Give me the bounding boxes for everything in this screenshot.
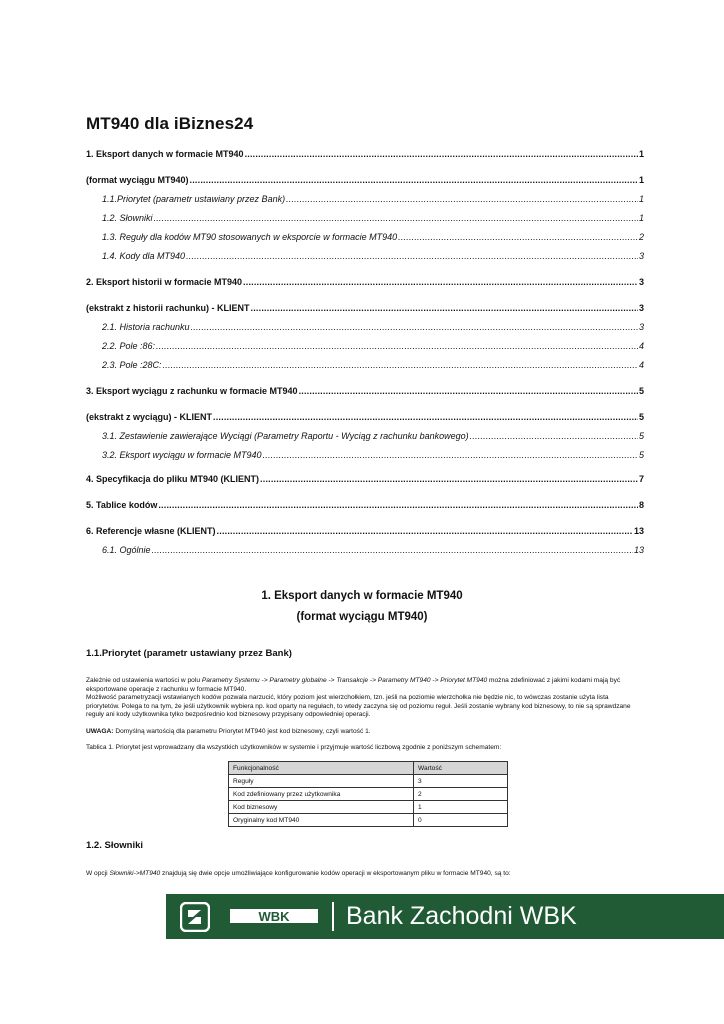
wbk-wordmark-text: WBK <box>258 909 290 924</box>
note-label: UWAGA: <box>86 728 114 735</box>
toc-entry[interactable] <box>86 321 644 333</box>
toc-entry-page: 4 <box>638 360 644 370</box>
table-caption: Tablica 1. Priorytet jest wprowadzany dla wszystkich użytkowników w systemie i przyjmuje wartość liczbową zgodnie z poniższym schematem: <box>86 744 502 751</box>
dictionaries-cont: znajdują się dwie opcje umożliwiające konfigurowanie kodów operacji w eksportowanym pliku w formacie MT940, są to: <box>160 870 511 877</box>
table-cell: Kod biznesowy <box>229 801 414 814</box>
toc-entry-title: 5. Tablice kodów <box>86 500 158 510</box>
toc-leader-dots <box>190 174 638 186</box>
dictionaries-path: Słowniki->MT940 <box>109 870 161 877</box>
toc-entry-page: 8 <box>638 500 644 510</box>
toc-leader-dots <box>470 430 638 442</box>
toc-entry-page: 1 <box>638 149 644 159</box>
table-cell: 0 <box>414 814 508 827</box>
toc-leader-dots <box>217 525 633 537</box>
toc-entry-page: 2 <box>638 232 644 242</box>
table-row <box>229 788 508 801</box>
toc-entry-title: (format wyciągu MT940) <box>86 175 189 185</box>
table-cell: Kod zdefiniowany przez użytkownika <box>229 788 414 801</box>
toc-entry[interactable] <box>86 359 644 371</box>
toc-entry-title: 2.1. Historia rachunku <box>102 322 190 332</box>
toc-entry-title: 6. Referencje własne (KLIENT) <box>86 526 216 536</box>
table-row <box>229 814 508 827</box>
toc-entry-title: 1.3. Reguły dla kodów MT90 stosowanych w eksporcie w formacie MT940 <box>102 232 398 242</box>
toc-leader-dots <box>245 148 638 160</box>
toc-entry[interactable] <box>86 231 644 243</box>
priority-table <box>228 761 508 827</box>
table-cell: 2 <box>414 788 508 801</box>
toc-entry-page: 5 <box>638 412 644 422</box>
toc-leader-dots <box>191 321 638 333</box>
table-row <box>229 775 508 788</box>
toc-entry-title: 3.1. Zestawienie zawierające Wyciągi (Parametry Raportu - Wyciąg z rachunku bankowego) <box>102 431 469 441</box>
toc-entry-title: 3.2. Eksport wyciągu w formacie MT940 <box>102 450 262 460</box>
toc-entry-page: 3 <box>638 251 644 261</box>
table-cell: 1 <box>414 801 508 814</box>
table-cell: Reguły <box>229 775 414 788</box>
wbk-wordmark-logo <box>230 906 318 926</box>
priority-paragraph-body: Możliwość parametryzacji wstawianych kodów pozwala narzucić, który poziom jest wierzchołkiem, tzn. jeśli na poziomie wierzchołka nie będzie nic, to wówczas zostanie użyta lista priorytetów. Polega to na tym, że jeśli użytkownik wybiera np. kod oparty na regułach, to wtedy zaczyna się od poziomu reguł. Jeśli zostanie wybrany kod biznesowy, to nie są sprawdzane reguły ani kody użytkownika tylko bezpośrednio kod biznesowy przypisany odpowiedniej operacji. <box>86 694 631 719</box>
toc-entry-page: 5 <box>638 431 644 441</box>
toc-leader-dots <box>213 411 638 423</box>
parameter-path: Parametry Systemu -> Parametry globalne -> Transakcje -> Parametry MT940 -> Priorytet MT940 <box>201 677 488 684</box>
priority-paragraph <box>86 677 636 720</box>
toc-entry-page: 13 <box>633 545 644 555</box>
toc-leader-dots <box>156 340 638 352</box>
toc-leader-dots <box>158 499 638 511</box>
toc-leader-dots <box>154 212 638 224</box>
toc-entry-title: 2. Eksport historii w formacie MT940 <box>86 277 243 287</box>
toc-leader-dots <box>263 449 638 461</box>
toc-entry[interactable] <box>86 340 644 352</box>
footer-banner <box>166 894 724 939</box>
section-heading-1-2: 1.2. Słowniki <box>86 840 144 851</box>
toc-leader-dots <box>299 385 638 397</box>
toc-entry-page: 3 <box>638 277 644 287</box>
toc-leader-dots <box>152 544 633 556</box>
toc-leader-dots <box>260 473 638 485</box>
toc-entry[interactable] <box>86 276 644 288</box>
toc-entry-page: 3 <box>638 303 644 313</box>
toc-entry-page: 3 <box>638 322 644 332</box>
toc-entry[interactable] <box>86 193 644 205</box>
toc-entry-title: 4. Specyfikacja do pliku MT940 (KLIENT) <box>86 474 260 484</box>
section-heading-1: 1. Eksport danych w formacie MT940 <box>261 590 463 602</box>
toc-entry-title: 6.1. Ogólnie <box>102 545 151 555</box>
priority-paragraph-cont: można zdefiniować z jakimi kodami mają być eksportowane operacje z rachunku w formacie MT940. <box>86 677 621 693</box>
toc-entry-title: 1.1.Priorytet (parametr ustawiany przez Bank) <box>102 194 286 204</box>
toc-entry[interactable] <box>86 525 644 537</box>
toc-entry[interactable] <box>86 430 644 442</box>
toc-entry-page: 4 <box>638 341 644 351</box>
toc-entry[interactable] <box>86 212 644 224</box>
toc-entry-title: 1.2. Słowniki <box>102 213 153 223</box>
toc-entry[interactable] <box>86 302 644 314</box>
toc-entry[interactable] <box>86 473 644 485</box>
toc-entry-page: 7 <box>638 474 644 484</box>
toc-entry-title: 2.3. Pole :28C: <box>102 360 162 370</box>
toc-leader-dots <box>251 302 638 314</box>
toc-leader-dots <box>398 231 638 243</box>
toc-entry-page: 1 <box>638 213 644 223</box>
toc-entry-title: 1.4. Kody dla MT940 <box>102 251 186 261</box>
table-header-cell: Funkcjonalność <box>229 762 414 775</box>
priority-paragraph-intro: Zależnie od ustawienia wartości w polu <box>86 677 202 684</box>
toc-entry-page: 5 <box>638 450 644 460</box>
toc-entry-page: 13 <box>633 526 644 536</box>
toc-entry-title: 1. Eksport danych w formacie MT940 <box>86 149 244 159</box>
bank-name: Bank Zachodni WBK <box>346 902 577 930</box>
toc-entry[interactable] <box>86 449 644 461</box>
dictionaries-intro: W opcji <box>86 870 110 877</box>
note-text: Domyślną wartością dla parametru Priorytet MT940 jest kod biznesowy, czyli wartość 1. <box>113 728 371 735</box>
toc-entry[interactable] <box>86 544 644 556</box>
toc-entry[interactable] <box>86 499 644 511</box>
toc-entry[interactable] <box>86 385 644 397</box>
toc-leader-dots <box>243 276 638 288</box>
toc-entry-title: 2.2. Pole :86: <box>102 341 156 351</box>
toc-entry-page: 1 <box>638 194 644 204</box>
toc-entry[interactable] <box>86 411 644 423</box>
table-cell: Oryginalny kod MT940 <box>229 814 414 827</box>
toc-leader-dots <box>163 359 638 371</box>
toc-entry-title: 3. Eksport wyciągu z rachunku w formacie MT940 <box>86 386 298 396</box>
footer-separator <box>332 902 334 931</box>
table-header-row <box>229 762 508 775</box>
section-heading-1-1: 1.1.Priorytet (parametr ustawiany przez Bank) <box>86 648 292 659</box>
toc-entry[interactable] <box>86 148 644 160</box>
toc-entry-page: 5 <box>638 386 644 396</box>
toc-entry-page: 1 <box>638 175 644 185</box>
note-paragraph <box>86 728 636 737</box>
toc-leader-dots <box>186 250 638 262</box>
bank-logo-icon <box>180 902 210 932</box>
dictionaries-paragraph <box>86 870 636 879</box>
document-title: MT940 dla iBiznes24 <box>86 114 254 133</box>
table-row <box>229 801 508 814</box>
section-heading-1-subtitle: (format wyciągu MT940) <box>296 611 428 623</box>
toc-entry[interactable] <box>86 174 644 186</box>
table-header-cell: Wartość <box>414 762 508 775</box>
toc-entry-title: (ekstrakt z historii rachunku) - KLIENT <box>86 303 250 313</box>
toc-leader-dots <box>286 193 638 205</box>
table-cell: 3 <box>414 775 508 788</box>
toc-entry-title: (ekstrakt z wyciągu) - KLIENT <box>86 412 213 422</box>
toc-entry[interactable] <box>86 250 644 262</box>
